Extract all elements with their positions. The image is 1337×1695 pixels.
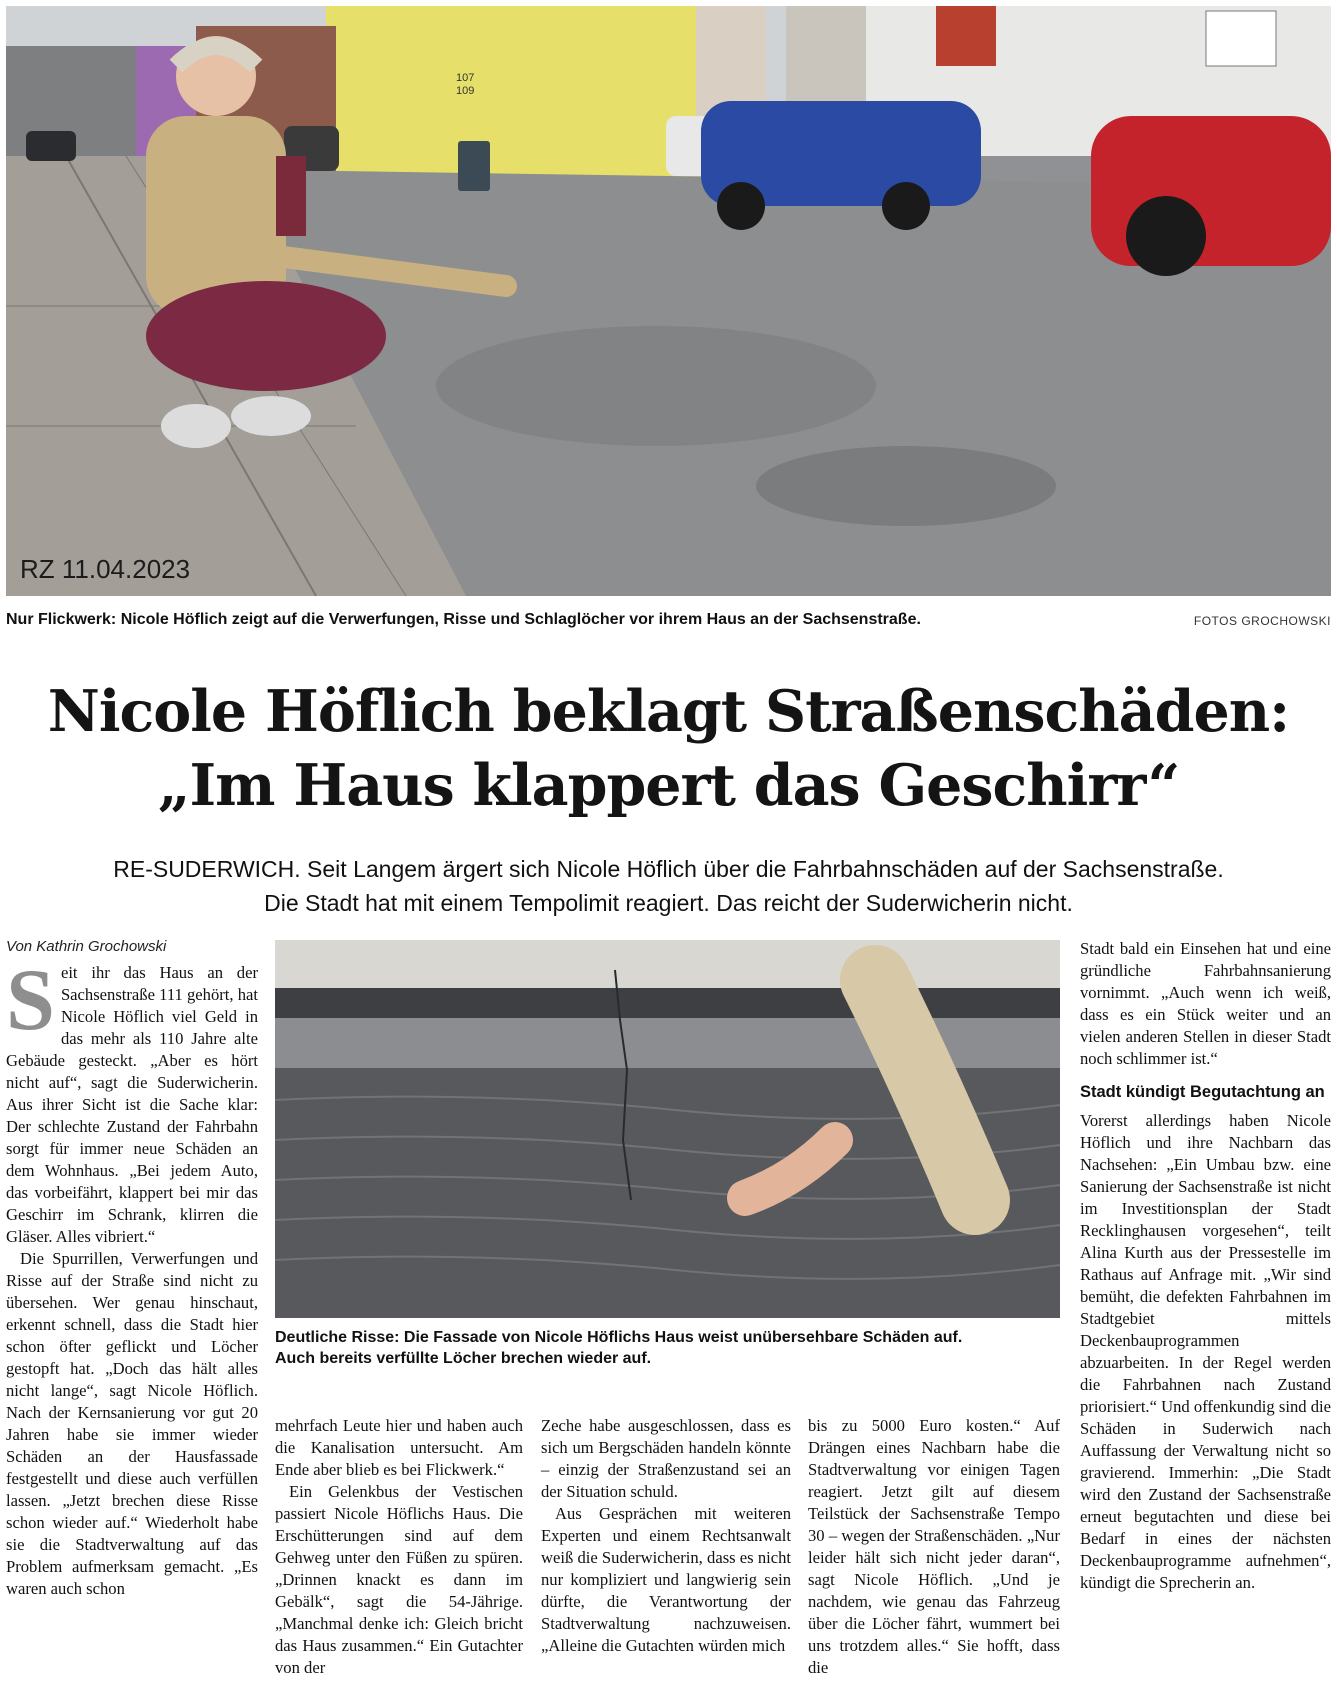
article-paragraph: Seit ihr das Haus an der Sachsenstraße 111 gehört, hat Nicole Höflich viel Geld in das mehr als 110 Jahre alte Gebäude gesteckt. „Aber es hört nicht auf“, sagt die Suderwicherin. Aus ihrer Sicht ist die Sache klar: Der schlechte Zustand der Fahrbahn sorgt für immer neue Schäden an dem Wohnhaus. „Bei jedem Auto, das vorbeifährt, klappert bei mir das Geschirr im Schrank, klirren die Gläser. Alles vibriert.“ bbox=[6, 952, 258, 1246]
article-paragraph: mehrfach Leute hier und haben auch die Kanalisation untersucht. Am Ende aber blieb es bei Flickwerk.“ bbox=[275, 1416, 523, 1479]
article-paragraph: Aus Gesprächen mit weiteren Experten und einem Rechtsanwalt weiß die Suderwicherin, dass es nicht nur kompliziert und langwierig sein dürfte, die Verantwortung der Stadtverwaltung nachzuweisen. „Alleine die Gutachten würden mich bbox=[541, 1504, 791, 1655]
headline-line-2: „Im Haus klappert das Geschirr“ bbox=[157, 752, 1180, 819]
date-stamp: RZ 11.04.2023 bbox=[20, 554, 191, 584]
article-paragraph: Vorerst allerdings haben Nicole Höflich und ihre Nachbarn das Nachsehen: „Ein Umbau bzw. eine Sanierung der Sachsenstraße ist nicht im Investitionsplan der Stadt Recklinghausen vorgesehen“, teilt Alina Kurth aus der Pressestelle im Rathaus auf Anfrage mit. „Wir sind bemüht, die defekten Fahrbahnen im Stadtgebiet mittels Deckenbauprogrammen abzuarbeiten. In der Regel werden die Fahrbahnen nach Zustand priorisiert.“ Und offenkundig sind die Schäden in Suderwich nach Auffassung der Verwaltung nicht so gravierend. Immerhin: „Die Stadt wird den Zustand der Sachsenstraße erneut begutachten und diese bei Bedarf in eines der nächsten Deckenbauprogramme aufnehmen“, kündigt die Sprecherin an. bbox=[1080, 1111, 1331, 1592]
article-paragraph: Stadt bald ein Einsehen hat und eine gründliche Fahrbahnsanierung vornimmt. „Auch wenn ich weiß, dass es ein Stück weiter und an vielen anderen Stellen in dieser Stadt noch schlimmer ist.“ bbox=[1080, 939, 1331, 1068]
article-column-1 bbox=[6, 952, 258, 1600]
article-column-5 bbox=[1080, 938, 1331, 1594]
article-paragraph: bis zu 5000 Euro kosten.“ Auf Drängen eines Nachbarn habe die Stadtverwaltung vor einigen Tagen reagiert. Jetzt gilt auf diesem Teilstück der Sachsenstraße Tempo 30 – wegen der Straßenschäden. „Nur leider hält sich nicht jeder daran“, sagt Nicole Höflich. „Und je nachdem, wie genau das Fahrzeug über die Löcher fährt, wummert bei uns trotzdem alles.“ Sie hofft, dass die bbox=[808, 1416, 1060, 1677]
teaser-line-2: Die Stadt hat mit einem Tempolimit reagiert. Das reicht der Suderwicherin nicht. bbox=[264, 890, 1073, 916]
hero-photo bbox=[6, 6, 1331, 596]
section-subhead: Stadt kündigt Begutachtung an bbox=[1080, 1083, 1325, 1101]
facade-crack-illustration bbox=[275, 940, 1060, 1318]
teaser-line-1: RE-SUDERWICH. Seit Langem ärgert sich Nicole Höflich über die Fahrbahnschäden auf der Sachsenstraße. bbox=[113, 856, 1224, 882]
svg-text:109: 109 bbox=[456, 85, 475, 97]
article-paragraph: Ein Gelenkbus der Vestischen passiert Nicole Höflichs Haus. Die Erschütterungen sind auf dem Gehweg unter den Füßen zu spüren. „Drinnen knackt es dann im Gebälk“, sagt die 54-Jährige. „Manchmal denke ich: Gleich bricht das Haus zusammen.“ Ein Gutachter von der bbox=[275, 1482, 523, 1677]
article-column-2 bbox=[275, 1415, 523, 1679]
article-column-4 bbox=[808, 1415, 1060, 1679]
facade-photo bbox=[275, 940, 1060, 1318]
headline-line-1: Nicole Höflich beklagt Straßenschäden: bbox=[47, 678, 1290, 745]
article-paragraph: Zeche habe ausgeschlossen, dass es sich um Bergschäden handeln könnte – einzig der Straßenzustand sei an der Situation schuld. bbox=[541, 1416, 791, 1501]
photo-caption: Nur Flickwerk: Nicole Höflich zeigt auf die Verwerfungen, Risse und Schlaglöcher vor ihrem Haus an der Sachsenstraße. bbox=[6, 611, 921, 628]
street-scene-illustration bbox=[6, 6, 1331, 596]
article-paragraph: Die Spurrillen, Verwerfungen und Risse auf der Straße sind nicht zu übersehen. Wer genau hinschaut, erkennt schnell, dass die Stadt hier schon öfter geflickt und Löcher gestopft hat. „Doch das hält alles nicht lange“, sagt Nicole Höflich. Nach der Kernsanierung vor gut 20 Jahren habe sie immer wieder Schäden an der Hausfassade festgestellt und diese auch verfüllen lassen. „Jetzt brechen diese Risse schon wieder auf.“ Wiederholt habe sie die Stadtverwaltung auf das Problem aufmerksam gemacht. „Es waren auch schon bbox=[6, 1249, 258, 1598]
dropcap: S bbox=[6, 952, 55, 1049]
teaser bbox=[0, 852, 1337, 920]
photo-credit: FOTOS GROCHOWSKI bbox=[1193, 614, 1331, 628]
byline: Von Kathrin Grochowski bbox=[6, 938, 167, 955]
article-column-3 bbox=[541, 1415, 791, 1657]
facade-photo-caption: Deutliche Risse: Die Fassade von Nicole Höflichs Haus weist unübersehbare Schäden auf. Auch bereits verfüllte Löcher brechen wieder auf. bbox=[275, 1329, 963, 1367]
house-number: 107 bbox=[456, 72, 475, 84]
headline bbox=[0, 675, 1337, 823]
